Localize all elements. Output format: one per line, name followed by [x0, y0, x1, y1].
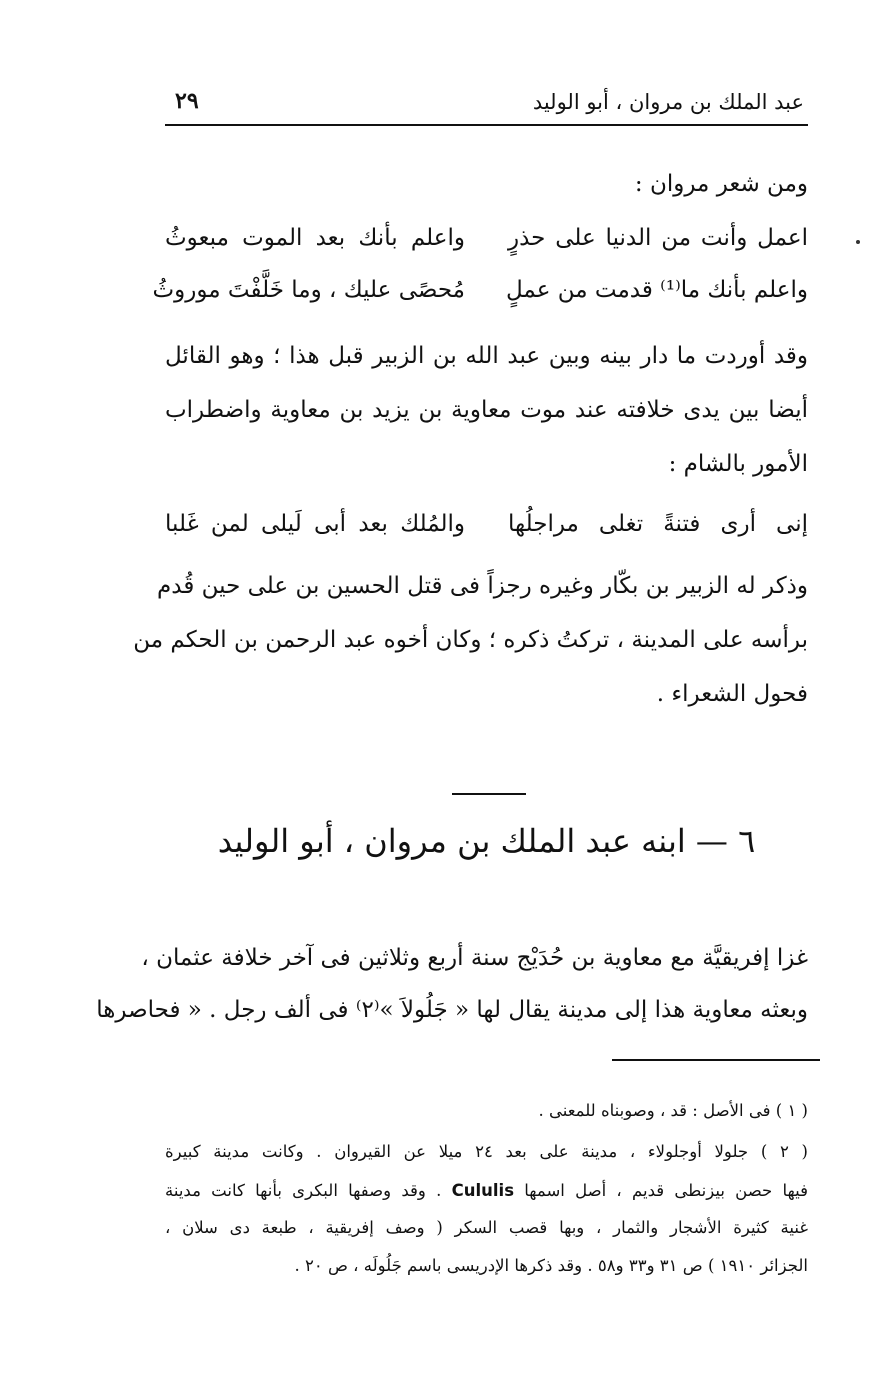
running-title: عبد الملك بن مروان ، أبو الوليد	[532, 90, 804, 114]
page-header	[165, 88, 808, 126]
verse1-hemistich-a1: اعمل وأنت من الدنيا على حذرٍ	[508, 225, 808, 251]
footnote-1: ( ١ ) فى الأصل : قد ، وصوبناه للمعنى .	[538, 1101, 808, 1120]
footnote-latin-term: Cululis	[451, 1181, 515, 1200]
para3-line2: وبعثه معاوية هذا إلى مدينة يقال لها « جَلُولاَ »⁽٢⁾ فى ألف رجل . « فحاصرها	[96, 997, 808, 1023]
footnote-2-line4: الجزائر ١٩١٠ ) ص ٣١ و٣٣ و٥٨ . وقد ذكرها الإدريسى باسم جَلُولَه ، ص ٢٠ .	[294, 1256, 808, 1275]
footnote-2-line3: غنية كثيرة الأشجار والثمار ، وبها قصب السكر ( وصف إفريقية ، طبعة دى سلان ،	[165, 1218, 808, 1237]
footnote-2-line2-end: . وقد وصفها البكرى بأنها كانت مدينة	[165, 1181, 442, 1200]
verse1-hemistich-a2: واعلم بأنك ما⁽¹⁾ قدمت من عملٍ	[506, 277, 808, 303]
page-number: ٢٩	[175, 88, 199, 114]
para1-line1: وقد أوردت ما دار بينه وبين عبد الله بن الزبير قبل هذا ؛ وهو القائل	[165, 343, 808, 369]
section-title: ٦ — ابنه عبد الملك بن مروان ، أبو الوليد	[217, 822, 756, 860]
footnote-2-line2-start: فيها حصن بيزنطى قديم ، أصل اسمها	[524, 1181, 808, 1200]
footnote-2-line1: ( ٢ ) جلولا أوجلولاء ، مدينة على بعد ٢٤ ميلا عن القيروان . وكانت مدينة كبيرة	[165, 1142, 808, 1161]
footnote-rule	[612, 1059, 820, 1061]
verse2-hemistich-b: والمُلك بعد أبى لَيلى لمن غَلبا	[165, 511, 465, 537]
verse1-hemistich-b2: مُحصًى عليك ، وما خَلَّفْتَ موروثُ	[152, 277, 465, 303]
verse1-hemistich-b1: واعلم بأنك بعد الموت مبعوثُ	[165, 225, 465, 251]
para3-line1: غزا إفريقيَّة مع معاوية بن حُدَيْج سنة أربع وثلاثين فى آخر خلافة عثمان ،	[141, 945, 808, 971]
intro-line: ومن شعر مروان :	[634, 171, 808, 197]
para2-line1: وذكر له الزبير بن بكّار وغيره رجزاً فى قتل الحسين بن على حين قُدم	[157, 573, 808, 599]
verse2-hemistich-a: إنى أرى فتنةً تغلى مراجلُها	[508, 511, 808, 537]
footnote-2-line2	[165, 1177, 808, 1205]
para1-line3: الأمور بالشام :	[668, 451, 808, 477]
para1-line2: أيضا بين يدى خلافته عند موت معاوية بن يزيد بن معاوية واضطراب	[165, 397, 808, 423]
section-divider	[452, 793, 526, 795]
para2-line2: برأسه على المدينة ، تركتُ ذكره ؛ وكان أخوه عبد الرحمن بن الحكم من	[133, 627, 808, 653]
margin-dot	[856, 240, 860, 244]
para2-line3: فحول الشعراء .	[656, 681, 808, 707]
